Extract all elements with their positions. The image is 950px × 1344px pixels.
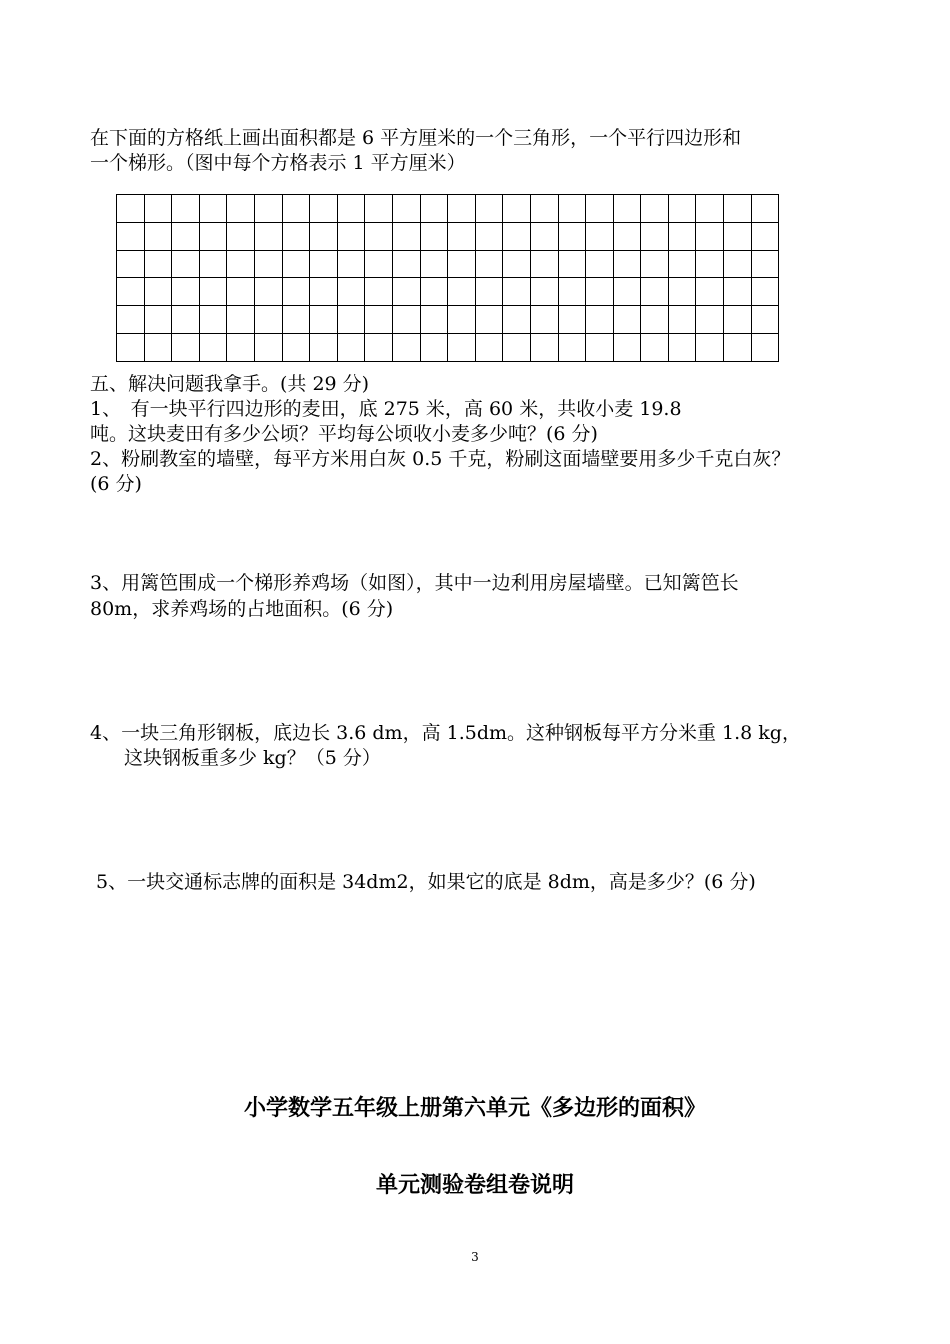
grid-cell [475, 195, 503, 223]
grid-cell [337, 278, 365, 306]
document-title: 小学数学五年级上册第六单元《多边形的面积》 [243, 1096, 706, 1121]
grid-cell [613, 306, 641, 334]
grid-cell [613, 333, 641, 361]
grid-cell [144, 333, 172, 361]
grid-cell [144, 222, 172, 250]
grid-cell [365, 250, 393, 278]
grid-cell [586, 306, 614, 334]
grid-cell [724, 222, 752, 250]
grid-cell [310, 306, 338, 334]
grid-cell [696, 195, 724, 223]
grid-row [117, 278, 779, 306]
grid-cell [172, 222, 200, 250]
grid-cell [227, 306, 255, 334]
grid-cell [392, 250, 420, 278]
grid-cell [751, 250, 779, 278]
grid-cell [310, 278, 338, 306]
question-1-line-2: 吨。这块麦田有多少公顷？平均每公顷收小麦多少吨？(6 分) [90, 423, 598, 445]
grid-cell [420, 195, 448, 223]
grid-cell [117, 250, 145, 278]
grid-cell [503, 222, 531, 250]
grid-cell [475, 333, 503, 361]
grid-cell [668, 333, 696, 361]
grid-row [117, 333, 779, 361]
grid-cell [172, 306, 200, 334]
grid-cell [199, 278, 227, 306]
grid-cell [696, 222, 724, 250]
grid-cell [668, 278, 696, 306]
grid-cell [724, 306, 752, 334]
grid-cell [117, 278, 145, 306]
grid-cell [392, 278, 420, 306]
grid-cell [558, 333, 586, 361]
grid-cell [282, 195, 310, 223]
grid-cell [365, 333, 393, 361]
grid-cell [254, 195, 282, 223]
grid-cell [503, 333, 531, 361]
question-2-line-2: (6 分) [90, 473, 142, 495]
grid-cell [117, 306, 145, 334]
grid-cell [254, 250, 282, 278]
grid-cell [696, 306, 724, 334]
grid-cell [475, 250, 503, 278]
grid-cell [530, 306, 558, 334]
grid-cell [751, 278, 779, 306]
grid-row [117, 195, 779, 223]
grid-cell [668, 222, 696, 250]
grid-cell [310, 250, 338, 278]
grid-cell [530, 333, 558, 361]
grid-cell [530, 278, 558, 306]
grid-cell [724, 333, 752, 361]
grid-cell [503, 250, 531, 278]
grid-cell [227, 195, 255, 223]
grid-cell [282, 306, 310, 334]
grid-cell [613, 278, 641, 306]
grid-cell [641, 306, 669, 334]
grid-cell [365, 306, 393, 334]
grid-cell [530, 222, 558, 250]
grid-cell [282, 250, 310, 278]
grid-row [117, 222, 779, 250]
grid-cell [751, 195, 779, 223]
square-grid-paper [116, 194, 779, 362]
question-2-line-1: 2、粉刷教室的墙壁，每平方米用白灰 0.5 千克，粉刷这面墙壁要用多少千克白灰？ [90, 448, 791, 470]
grid-cell [503, 195, 531, 223]
grid-cell [254, 333, 282, 361]
grid-cell [420, 278, 448, 306]
intro-line-2: 一个梯形。（图中每个方格表示 1 平方厘米） [90, 152, 466, 174]
grid-cell [254, 306, 282, 334]
grid-cell [724, 195, 752, 223]
question-3-line-1: 3、用篱笆围成一个梯形养鸡场（如图），其中一边利用房屋墙壁。已知篱笆长 [90, 572, 739, 594]
grid-cell [420, 333, 448, 361]
grid-cell [227, 250, 255, 278]
grid-cell [475, 278, 503, 306]
grid-cell [448, 333, 476, 361]
grid-cell [420, 250, 448, 278]
grid-cell [586, 195, 614, 223]
grid-cell [696, 333, 724, 361]
grid-cell [503, 306, 531, 334]
grid-cell [420, 306, 448, 334]
grid-cell [668, 195, 696, 223]
grid-cell [530, 195, 558, 223]
grid-cell [586, 278, 614, 306]
question-5: 5、一块交通标志牌的面积是 34dm2，如果它的底是 8dm，高是多少？(6 分) [96, 871, 756, 893]
grid-cell [724, 250, 752, 278]
grid-cell [586, 250, 614, 278]
grid-cell [751, 333, 779, 361]
grid-cell [117, 195, 145, 223]
grid-cell [227, 333, 255, 361]
grid-cell [282, 278, 310, 306]
grid-cell [199, 333, 227, 361]
grid-row [117, 306, 779, 334]
grid-cell [641, 250, 669, 278]
grid-cell [172, 195, 200, 223]
grid-cell [365, 195, 393, 223]
grid-cell [144, 278, 172, 306]
grid-cell [310, 222, 338, 250]
question-4-line-1: 4、一块三角形钢板，底边长 3.6 dm，高 1.5dm。这种钢板每平方分米重 1.8 kg， [90, 722, 801, 744]
grid-cell [613, 250, 641, 278]
document-subtitle: 单元测验卷组卷说明 [375, 1173, 574, 1198]
grid-cell [227, 278, 255, 306]
grid-table [116, 194, 779, 362]
grid-cell [420, 222, 448, 250]
grid-cell [448, 250, 476, 278]
grid-cell [310, 195, 338, 223]
grid-cell [365, 278, 393, 306]
grid-cell [144, 195, 172, 223]
grid-cell [337, 222, 365, 250]
grid-cell [696, 278, 724, 306]
grid-cell [172, 278, 200, 306]
grid-cell [448, 195, 476, 223]
grid-cell [475, 306, 503, 334]
page-number: 3 [471, 1250, 479, 1264]
grid-cell [558, 306, 586, 334]
grid-cell [668, 306, 696, 334]
grid-cell [558, 195, 586, 223]
question-1-line-1: 1、 有一块平行四边形的麦田，底 275 米，高 60 米，共收小麦 19.8 [90, 398, 682, 420]
grid-cell [558, 250, 586, 278]
grid-cell [172, 333, 200, 361]
question-4-line-2: 这块钢板重多少 kg？（5 分） [124, 747, 381, 769]
grid-row [117, 250, 779, 278]
grid-cell [337, 306, 365, 334]
grid-cell [282, 222, 310, 250]
grid-cell [613, 222, 641, 250]
grid-cell [337, 195, 365, 223]
grid-cell [503, 278, 531, 306]
grid-cell [392, 333, 420, 361]
grid-cell [144, 250, 172, 278]
grid-cell [641, 278, 669, 306]
grid-cell [337, 250, 365, 278]
grid-cell [392, 306, 420, 334]
grid-cell [448, 306, 476, 334]
grid-cell [199, 250, 227, 278]
grid-cell [751, 222, 779, 250]
grid-cell [172, 250, 200, 278]
grid-cell [558, 222, 586, 250]
grid-cell [448, 222, 476, 250]
grid-cell [199, 195, 227, 223]
grid-cell [586, 222, 614, 250]
grid-cell [337, 333, 365, 361]
question-3-line-2: 80m，求养鸡场的占地面积。(6 分) [90, 598, 394, 620]
grid-cell [282, 333, 310, 361]
grid-cell [254, 278, 282, 306]
grid-cell [641, 195, 669, 223]
grid-cell [227, 222, 255, 250]
grid-cell [696, 250, 724, 278]
grid-cell [475, 222, 503, 250]
grid-cell [586, 333, 614, 361]
section-5-heading: 五、解决问题我拿手。(共 29 分) [90, 373, 370, 395]
grid-cell [365, 222, 393, 250]
grid-cell [668, 250, 696, 278]
grid-cell [724, 278, 752, 306]
grid-cell [558, 278, 586, 306]
intro-line-1: 在下面的方格纸上画出面积都是 6 平方厘米的一个三角形，一个平行四边形和 [90, 127, 742, 149]
grid-cell [144, 306, 172, 334]
grid-cell [530, 250, 558, 278]
grid-cell [392, 195, 420, 223]
grid-cell [392, 222, 420, 250]
grid-cell [641, 333, 669, 361]
grid-cell [199, 306, 227, 334]
grid-cell [254, 222, 282, 250]
grid-cell [613, 195, 641, 223]
grid-cell [117, 222, 145, 250]
grid-cell [751, 306, 779, 334]
grid-cell [199, 222, 227, 250]
grid-cell [448, 278, 476, 306]
grid-cell [117, 333, 145, 361]
grid-cell [641, 222, 669, 250]
grid-cell [310, 333, 338, 361]
